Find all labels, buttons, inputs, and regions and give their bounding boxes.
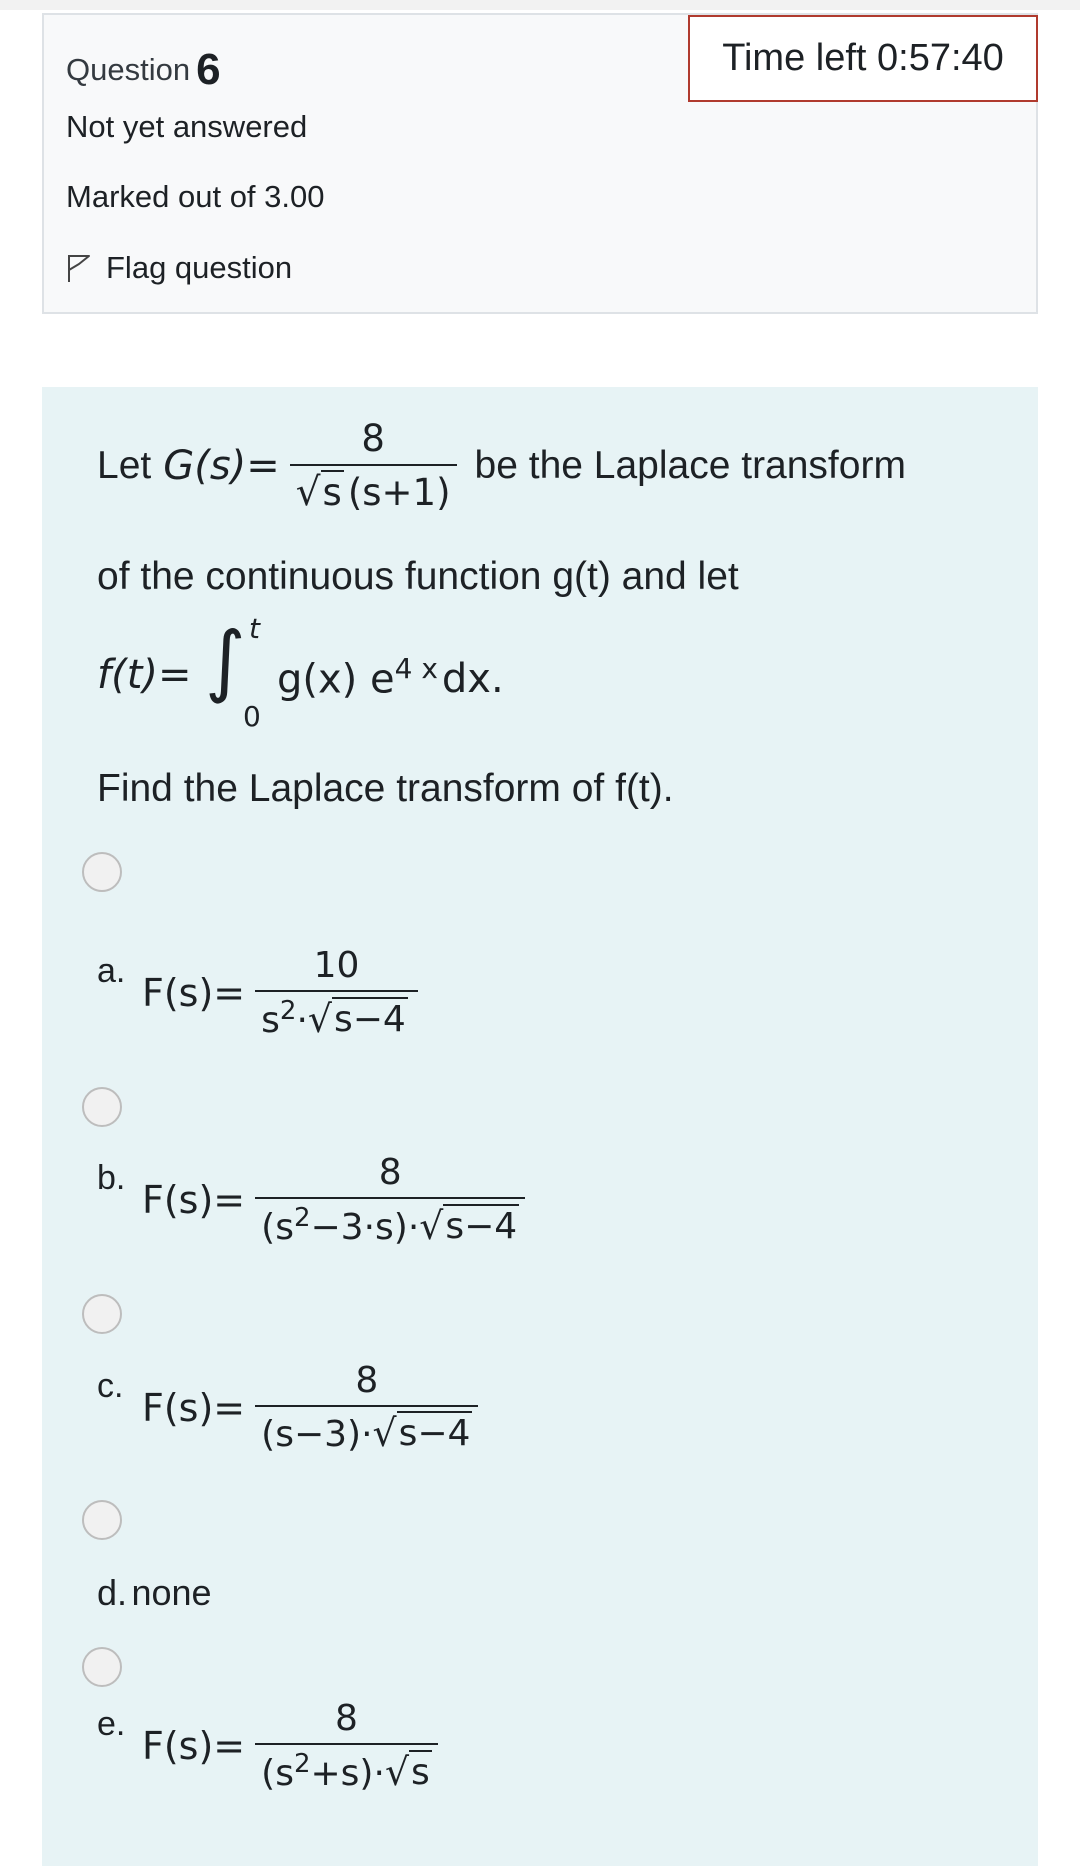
flag-question-link[interactable] (66, 250, 292, 286)
question-line-2: of the continuous function g(t) and let (97, 555, 739, 598)
question-number: 6 (196, 45, 221, 94)
integral-sign: ∫ (205, 616, 246, 706)
option-e-den-mid: +s)· (310, 1753, 385, 1794)
top-edge (0, 0, 1080, 10)
option-a-den-mid: · (296, 1000, 308, 1041)
let-word: Let (97, 443, 152, 487)
option-e-denominator (255, 1743, 438, 1794)
option-a-denominator (255, 990, 418, 1041)
option-c-numerator: 8 (355, 1360, 379, 1401)
option-a-den-pre: s (261, 1000, 280, 1041)
option-b-fraction (255, 1152, 525, 1248)
option-e-sqrt: √ s (384, 1750, 430, 1794)
G-den-rest: (s+1) (347, 471, 451, 514)
option-b-formula (142, 1152, 525, 1248)
question-line-1 (97, 417, 906, 514)
flag-icon (66, 253, 92, 283)
option-c-denominator (255, 1405, 478, 1455)
option-b-sqrt: √ s−4 (419, 1204, 518, 1248)
exponent: 4 x (394, 652, 438, 685)
option-a-radio[interactable] (82, 852, 122, 892)
option-b-radicand: s−4 (445, 1206, 518, 1247)
integrand-body: g(x) e (277, 656, 395, 703)
integrand-tail: dx. (441, 656, 504, 703)
option-c-radicand: s−4 (398, 1413, 471, 1454)
G-lhs: G(s)= (163, 442, 280, 489)
option-b-den-pre: (s (261, 1207, 294, 1248)
option-e-lhs: F(s)= (142, 1724, 246, 1768)
option-b-lhs: F(s)= (142, 1178, 246, 1222)
option-e-radicand: s (411, 1752, 430, 1793)
option-a-numerator: 10 (313, 945, 360, 986)
question-prompt: Find the Laplace transform of f(t). (97, 767, 674, 810)
option-b-letter: b. (97, 1159, 126, 1197)
option-b-den-mid: −3·s)· (310, 1207, 420, 1248)
question-number-heading (66, 41, 221, 94)
quiz-timer (688, 15, 1038, 102)
option-e-radio[interactable] (82, 1647, 122, 1687)
question-label: Question (66, 52, 191, 87)
timer-text: Time left 0:57:40 (722, 37, 1004, 79)
option-b-numerator: 8 (378, 1152, 402, 1193)
integrand (277, 652, 504, 702)
option-a-formula (142, 945, 418, 1041)
option-b-denominator (255, 1197, 525, 1248)
option-e-den-sup: 2 (293, 1749, 311, 1779)
option-c-radio[interactable] (82, 1294, 122, 1334)
option-e-formula (142, 1698, 438, 1794)
option-d-letter: d. (97, 1572, 128, 1613)
f-lhs: f(t)= (97, 652, 192, 698)
sqrt-s: √ s (295, 470, 342, 515)
sqrt-radicand: s (322, 471, 342, 514)
option-e-numerator: 8 (335, 1698, 358, 1739)
f-definition (97, 612, 697, 742)
option-b-radio[interactable] (82, 1087, 122, 1127)
flag-question-label: Flag question (106, 250, 293, 285)
grade-info: Marked out of 3.00 (66, 179, 325, 214)
option-b-den-sup: 2 (293, 1203, 311, 1233)
option-a-sqrt: √ s−4 (307, 997, 406, 1041)
option-d-text: none (131, 1572, 212, 1613)
G-numerator: 8 (361, 417, 385, 460)
option-c-fraction (255, 1360, 478, 1455)
option-c-sqrt: √ s−4 (372, 1411, 471, 1455)
option-d-radio[interactable] (82, 1500, 122, 1540)
option-a-radicand: s−4 (334, 999, 406, 1040)
G-denominator (290, 464, 457, 514)
question-content (42, 387, 1038, 1866)
option-c-formula (142, 1360, 478, 1455)
option-a-fraction (255, 945, 418, 1041)
option-e-den-pre: (s (261, 1753, 294, 1794)
option-c-lhs: F(s)= (142, 1385, 246, 1430)
option-a-letter: a. (97, 952, 126, 990)
option-a-den-sup: 2 (279, 996, 297, 1026)
integral-upper-limit: t (249, 612, 260, 645)
after-G-text: be the Laplace transform (474, 443, 906, 487)
G-fraction (290, 417, 457, 514)
integral-lower-limit: 0 (243, 700, 261, 733)
option-e-letter: e. (97, 1705, 126, 1743)
option-c-letter: c. (97, 1367, 124, 1405)
option-a-lhs: F(s)= (142, 971, 246, 1015)
answer-state: Not yet answered (66, 109, 308, 144)
option-c-den-pre: (s−3)· (261, 1414, 373, 1455)
option-e-fraction (255, 1698, 438, 1794)
option-d-label (97, 1572, 212, 1614)
